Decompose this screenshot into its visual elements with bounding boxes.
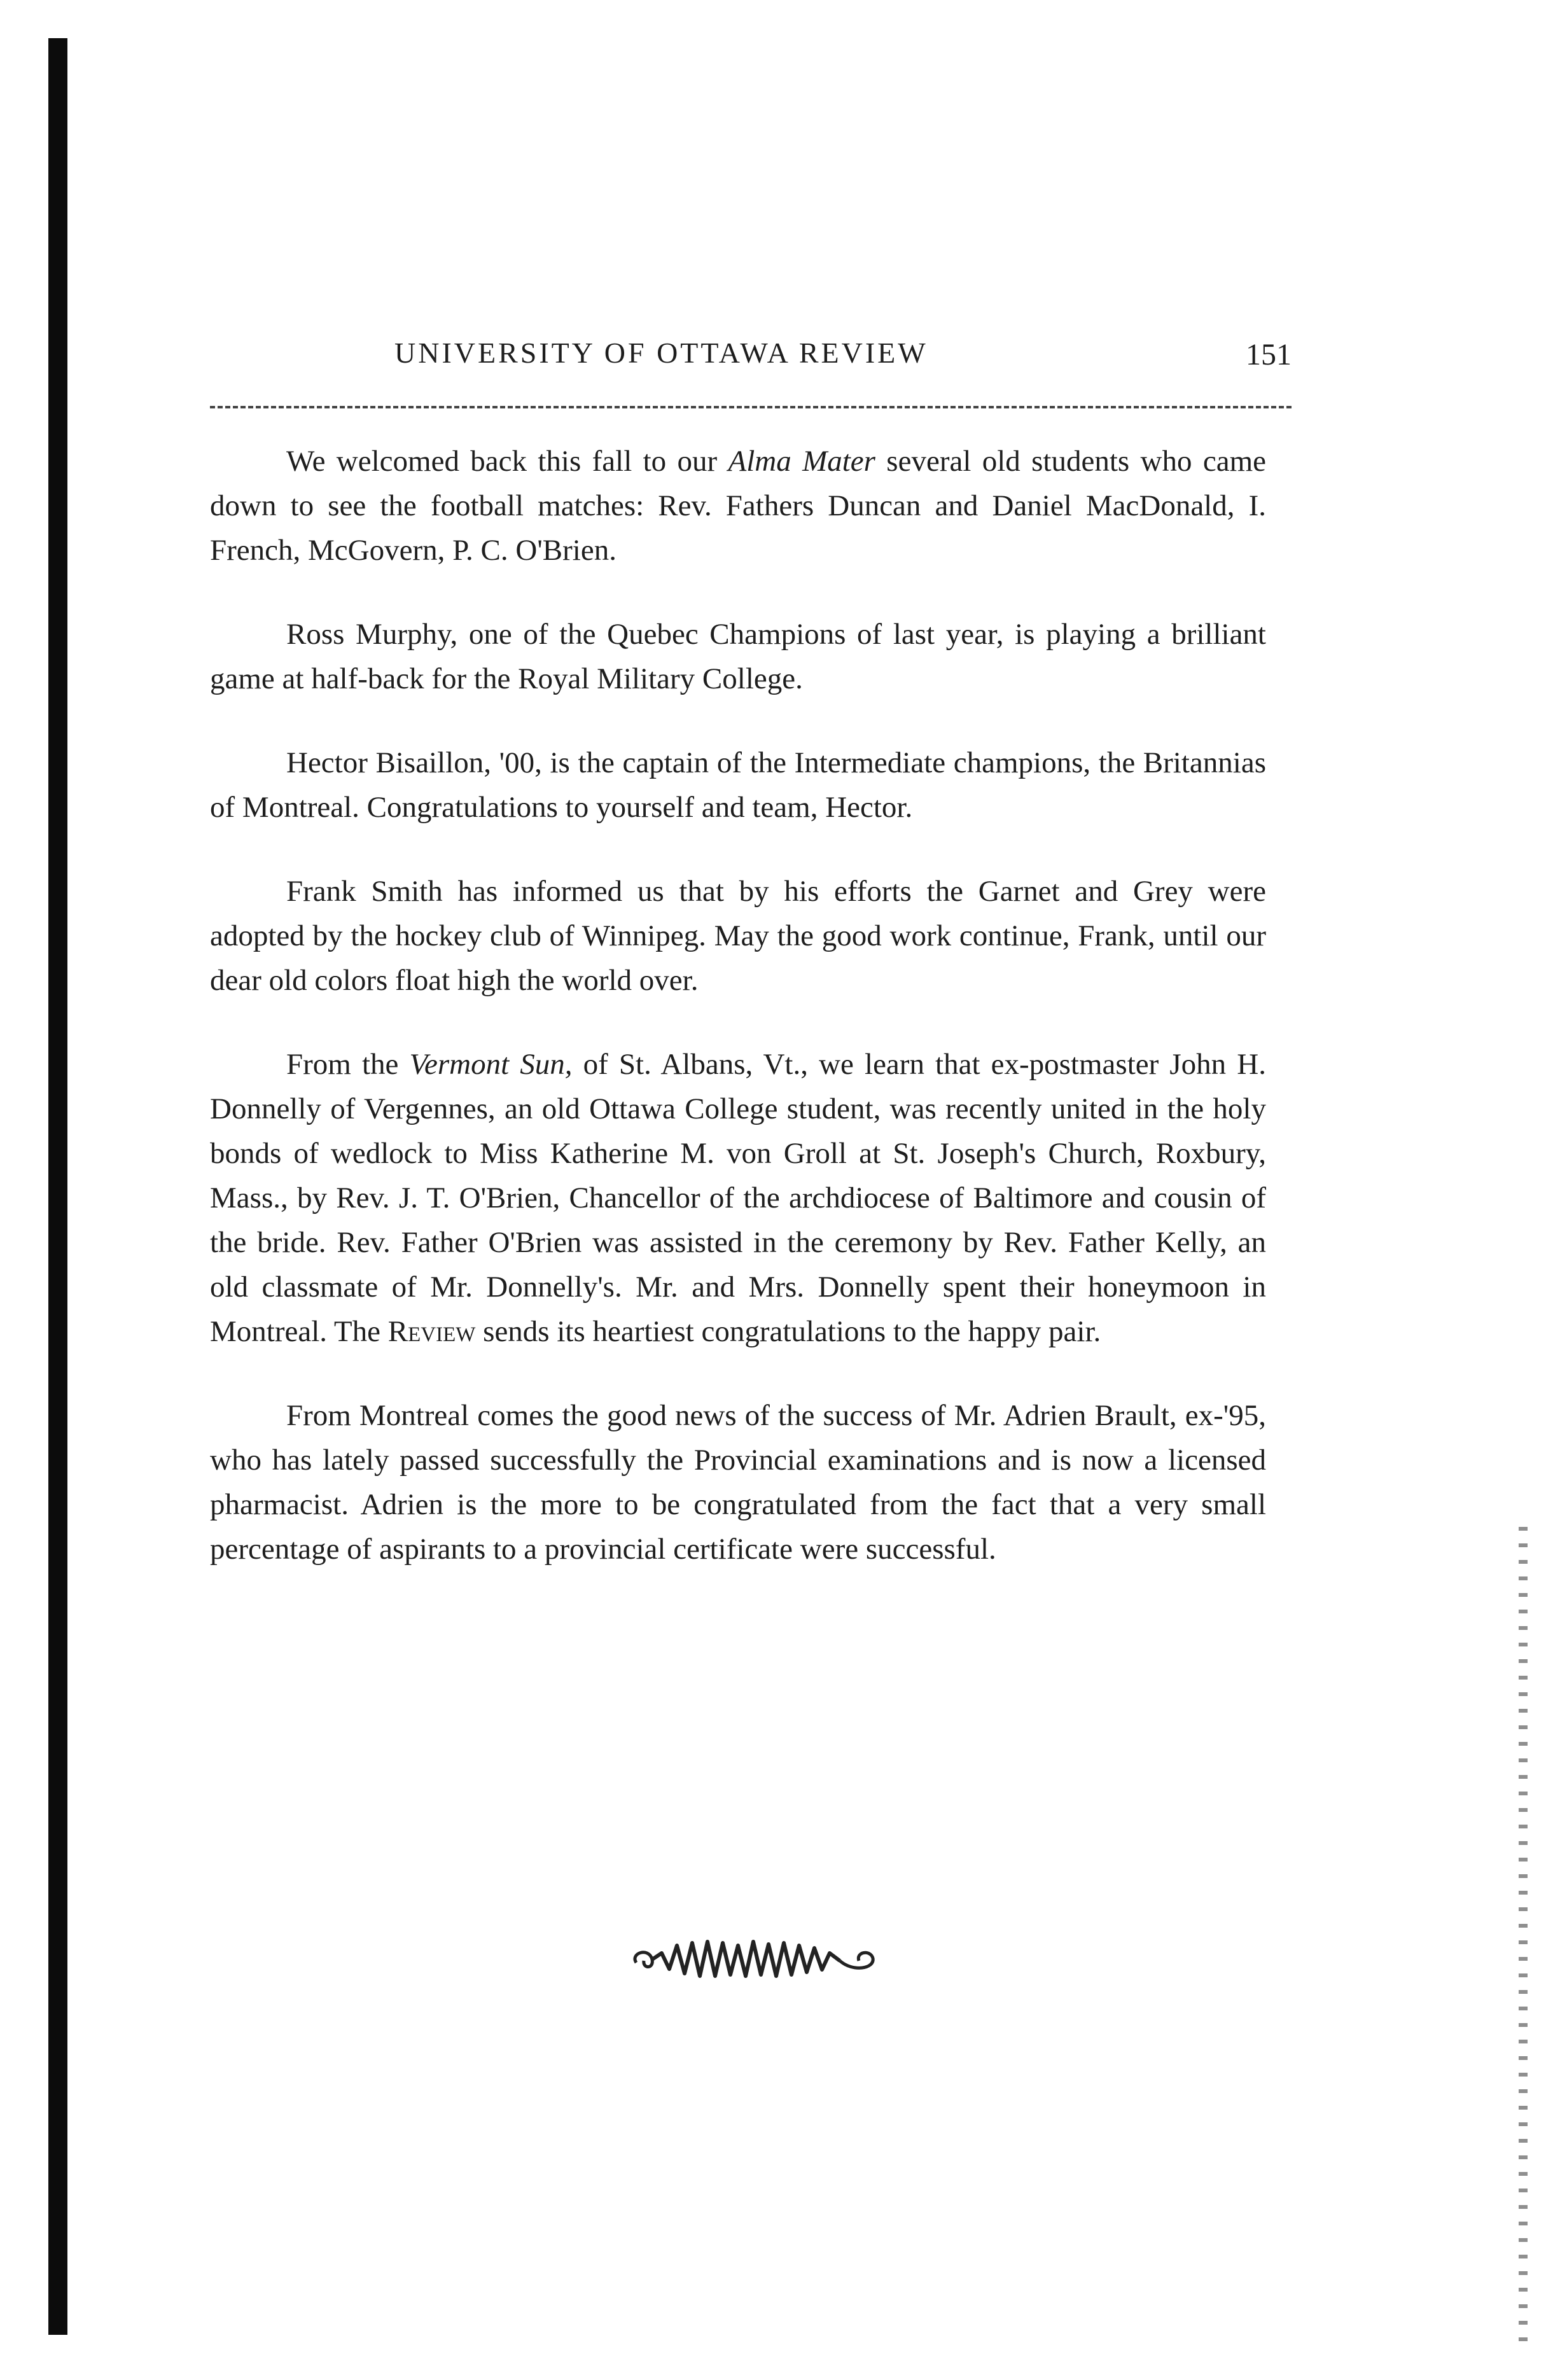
paragraph-text: From the [286, 1048, 410, 1081]
article-body [210, 439, 1266, 1611]
paragraph-frank-smith: Frank Smith has informed us that by his efforts the Garnet and Grey were adopted by the hockey club of Winnipeg. May the good work continue, Frank, until our dear old colors float high the world over. [210, 875, 1266, 997]
paragraph-text: sends its heartiest congratulations to the happy pair. [475, 1315, 1101, 1348]
paragraph-hector-bisaillon: Hector Bisaillon, '00, is the captain of the Intermediate champions, the Britannias of Montreal. Congratulations to yourself and team, Hector. [210, 746, 1266, 824]
paragraph-donnelly-wedding [210, 1042, 1266, 1354]
paragraph-adrien-brault: From Montreal comes the good news of the success of Mr. Adrien Brault, ex-'95, who has lately passed successfully the Provincial examinations and is now a licensed pharmacist. Adrien is the more to be congratulated from the fact that a very small percentage of aspirants to a provincial certificate were successful. [210, 1399, 1266, 1566]
page-header [210, 336, 1292, 393]
header-rule [210, 406, 1292, 408]
binding-shadow-bar [48, 38, 67, 2335]
paragraph-text: several old students who came down to see the football matches: Rev. Fathers Duncan and Daniel MacDonald, I. French, McGovern, P. C. O'Brien. [210, 445, 1266, 567]
paragraph-ross-murphy: Ross Murphy, one of the Quebec Champions of last year, is playing a brilliant game at half-back for the Royal Military College. [210, 618, 1266, 695]
italic-phrase: Alma Mater [728, 445, 875, 478]
running-title: UNIVERSITY OF OTTAWA REVIEW [394, 337, 928, 369]
page-number: 151 [1246, 338, 1292, 372]
smallcaps-phrase: Review [387, 1315, 476, 1348]
flourish-ornament-icon [623, 1934, 891, 1985]
italic-phrase: Vermont Sun, [409, 1048, 573, 1081]
scan-noise-specks [1519, 1527, 1528, 2354]
paragraph-text: of St. Albans, Vt., we learn that ex-postmaster John H. Donnelly of Vergennes, an old Ottawa College student, was recently united in the holy bonds of wedlock to Miss Katherine M. von Groll at St. Joseph's Church, Roxbury, Mass., by Rev. J. T. O'Brien, Chancellor of the archdiocese of Baltimore and cousin of the bride. Rev. Father O'Brien was assisted in the ceremony by Rev. Father Kelly, an old classmate of Mr. Donnelly's. Mr. and Mrs. Donnelly spent their honeymoon in Montreal. The [210, 1048, 1266, 1348]
paragraph-text: We welcomed back this fall to our [286, 445, 728, 478]
paragraph-alumni-visit [210, 439, 1266, 573]
